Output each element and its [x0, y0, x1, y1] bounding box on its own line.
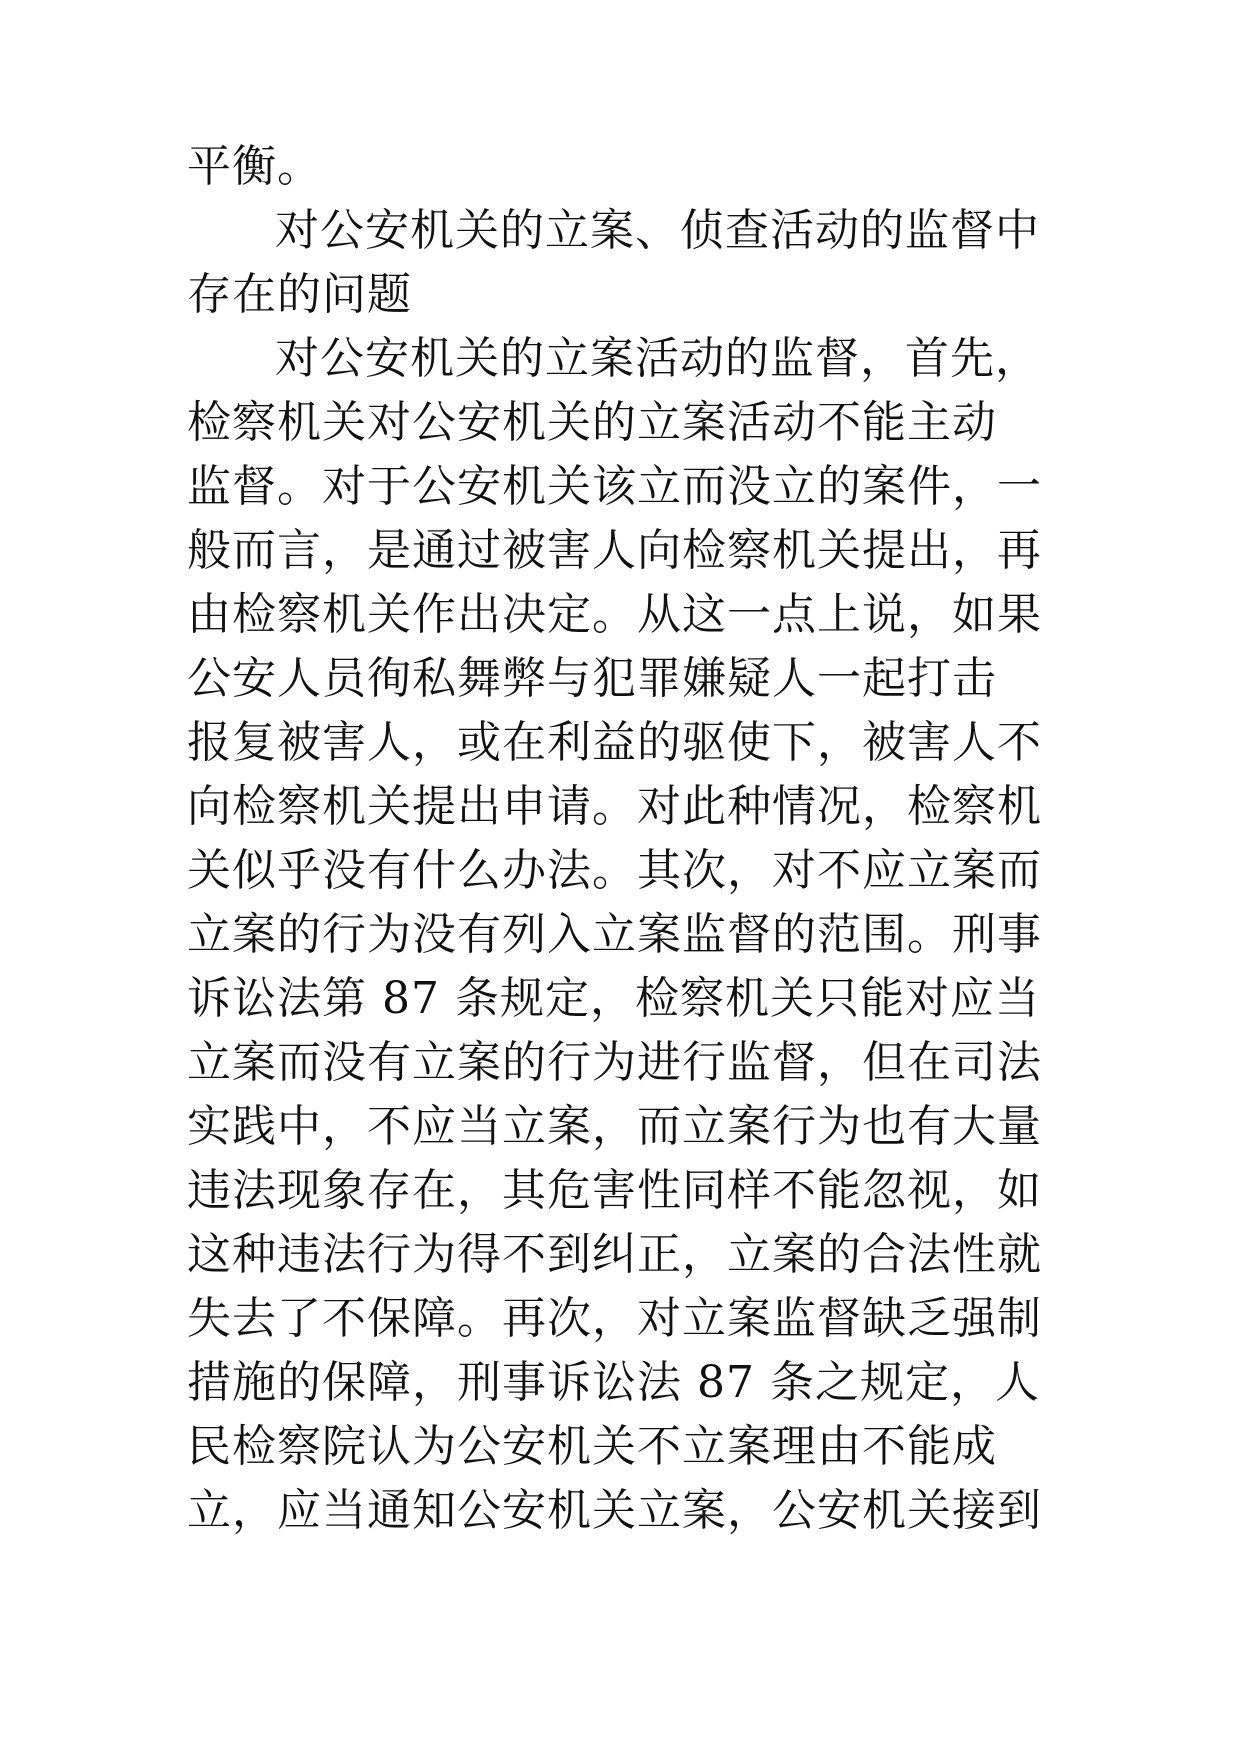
text-line: 失去了不保障。再次，对立案监督缺乏强制 [187, 1293, 1042, 1344]
body-text [187, 135, 1067, 1543]
text-line: 措施的保障，刑事诉讼法 87 条之规定，人 [187, 1357, 1040, 1408]
text-line: 平衡。 [187, 141, 322, 192]
text-line: 向检察机关提出申请。对此种情况，检察机 [187, 781, 1042, 832]
text-line: 报复被害人，或在利益的驱使下，被害人不 [187, 717, 1042, 768]
text-line: 实践中，不应当立案，而立案行为也有大量 [187, 1101, 1042, 1152]
section-heading-line: 对公安机关的立案、侦查活动的监督中 [275, 205, 1040, 256]
text-line: 这种违法行为得不到纠正，立案的合法性就 [187, 1229, 1042, 1280]
text-line: 违法现象存在，其危害性同样不能忽视，如 [187, 1165, 1042, 1216]
section-heading-line: 存在的问题 [187, 269, 412, 320]
text-line: 般而言，是通过被害人向检察机关提出，再 [187, 525, 1042, 576]
text-line: 由检察机关作出决定。从这一点上说，如果 [187, 589, 1042, 640]
text-line: 关似乎没有什么办法。其次，对不应立案而 [187, 845, 1042, 896]
text-line: 立，应当通知公安机关立案，公安机关接到 [187, 1485, 1042, 1536]
text-line: 立案而没有立案的行为进行监督，但在司法 [187, 1037, 1042, 1088]
text-line: 诉讼法第 87 条规定，检察机关只能对应当 [187, 973, 1040, 1024]
text-line: 民检察院认为公安机关不立案理由不能成 [187, 1421, 997, 1472]
text-line: 立案的行为没有列入立案监督的范围。刑事 [187, 909, 1042, 960]
text-line: 检察机关对公安机关的立案活动不能主动 [187, 397, 997, 448]
text-line: 对公安机关的立案活动的监督，首先， [275, 333, 1040, 384]
text-line: 监督。对于公安机关该立而没立的案件，一 [187, 461, 1042, 512]
text-line: 公安人员徇私舞弊与犯罪嫌疑人一起打击 [187, 653, 997, 704]
